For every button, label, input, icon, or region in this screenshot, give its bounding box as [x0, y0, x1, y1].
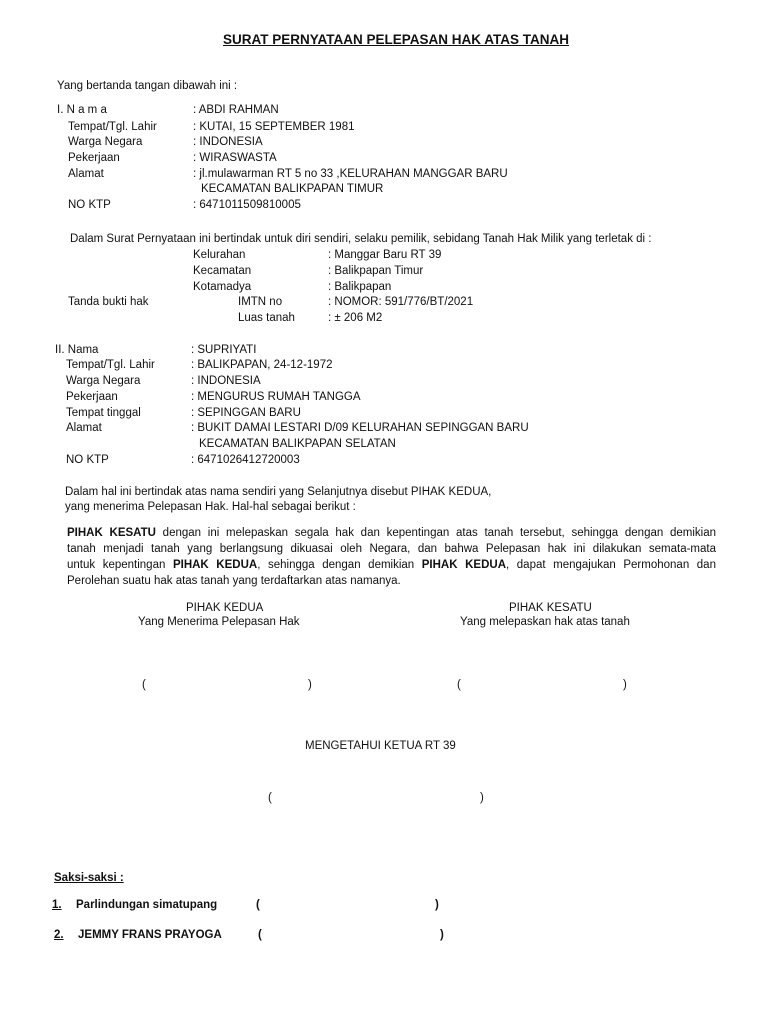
party-one-value: : 6471011509810005 [193, 199, 301, 211]
party-two-label: NO KTP [66, 454, 109, 466]
party-two-label: Pekerjaan [66, 391, 118, 403]
party-one-name-label: I. N a m a [57, 104, 107, 116]
witness-bracket-close: ) [440, 929, 444, 941]
kedua-statement-line2: yang menerima Pelepasan Hak. Hal-hal sebagai berikut : [65, 501, 356, 513]
party-two-name-label: II. Nama [55, 344, 99, 356]
land-label: Luas tanah [238, 312, 295, 324]
party-two-label: Tempat/Tgl. Lahir [66, 359, 155, 371]
paragraph-line: PIHAK KESATU dengan ini melepaskan segala hak dan kepentingan atas tanah tersebut, sehingga dengan demikian [67, 527, 717, 539]
intro-text: Yang bertanda tangan dibawah ini : [57, 80, 238, 92]
party-one-label: NO KTP [68, 199, 111, 211]
paragraph-line: tanah menjadi tanah yang berlangsung dikuasai oleh Negara, dan bahwa Pelepasan hak ini dilakukan semata-mata [67, 543, 716, 555]
party-two-value: : BUKIT DAMAI LESTARI D/09 KELURAHAN SEPINGGAN BARU [191, 422, 529, 434]
party-one-label: Tempat/Tgl. Lahir [68, 121, 157, 133]
paragraph-line: Perolehan suatu hak atas tanah yang terdaftarkan atas namanya. [67, 575, 401, 587]
signature-bracket-open: ( [268, 792, 272, 804]
land-value: : Balikpapan Timur [328, 265, 424, 277]
party-one-value: : jl.mulawarman RT 5 no 33 ,KELURAHAN MANGGAR BARU [193, 168, 508, 180]
witness-title: Saksi-saksi : [54, 872, 124, 884]
witness-bracket-open: ( [256, 899, 260, 911]
pihak-kedua-title: PIHAK KEDUA [186, 602, 264, 614]
land-label: IMTN no [238, 296, 283, 308]
pihak-kesatu-title: PIHAK KESATU [509, 602, 592, 614]
release-paragraph [67, 525, 716, 589]
witness-number: 2. [54, 929, 64, 941]
party-two-value: : INDONESIA [191, 375, 261, 387]
party-two-label: Alamat [66, 422, 102, 434]
party-two-address-line2: KECAMATAN BALIKPAPAN SELATAN [199, 438, 396, 450]
land-label: Tanda bukti hak [68, 296, 149, 308]
document-title: SURAT PERNYATAAN PELEPASAN HAK ATAS TANAH [223, 32, 570, 47]
witness-number: 1. [52, 899, 62, 911]
party-one-label: Alamat [68, 168, 104, 180]
party-one-value: : WIRASWASTA [193, 152, 277, 164]
party-one-value: : INDONESIA [193, 136, 263, 148]
pihak-kedua-subtitle: Yang Menerima Pelepasan Hak [138, 616, 300, 628]
signature-bracket-open: ( [457, 679, 461, 691]
party-two-label: Warga Negara [66, 375, 141, 387]
land-label: Kelurahan [193, 249, 246, 261]
land-value: : ± 206 M2 [328, 312, 383, 324]
witness-name: JEMMY FRANS PRAYOGA [78, 929, 222, 941]
ketua-rt-title: MENGETAHUI KETUA RT 39 [305, 740, 456, 752]
party-two-value: : BALIKPAPAN, 24-12-1972 [191, 359, 333, 371]
signature-bracket-close: ) [480, 792, 484, 804]
land-value: : Balikpapan [328, 281, 392, 293]
party-one-label: Pekerjaan [68, 152, 120, 164]
paragraph-line: untuk kepentingan PIHAK KEDUA, sehingga dengan demikian PIHAK KEDUA, dapat mengajukan Permohonan dan [67, 559, 716, 571]
witness-bracket-open: ( [258, 929, 262, 941]
party-two-value: : SEPINGGAN BARU [191, 407, 301, 419]
pihak-kesatu-subtitle: Yang melepaskan hak atas tanah [460, 616, 630, 628]
party-two-name-value: : SUPRIYATI [191, 344, 257, 356]
kedua-statement-line1: Dalam hal ini bertindak atas nama sendiri yang Selanjutnya disebut PIHAK KEDUA, [65, 486, 492, 498]
party-one-address-line2: KECAMATAN BALIKPAPAN TIMUR [201, 183, 384, 195]
witness-name: Parlindungan simatupang [76, 899, 218, 911]
signature-bracket-close: ) [623, 679, 627, 691]
party-one-name-value: : ABDI RAHMAN [193, 104, 279, 116]
party-two-value: : 6471026412720003 [191, 454, 300, 466]
land-value: : Manggar Baru RT 39 [328, 249, 442, 261]
party-one-value: : KUTAI, 15 SEPTEMBER 1981 [193, 121, 355, 133]
signature-bracket-close: ) [308, 679, 312, 691]
land-label: Kotamadya [193, 281, 252, 293]
party-two-label: Tempat tinggal [66, 407, 141, 419]
land-label: Kecamatan [193, 265, 252, 277]
party-one-label: Warga Negara [68, 136, 143, 148]
signature-bracket-open: ( [142, 679, 146, 691]
witness-bracket-close: ) [435, 899, 439, 911]
statement-text: Dalam Surat Pernyataan ini bertindak untuk diri sendiri, selaku pemilik, sebidang Tanah Hak Milik yang terletak di : [70, 233, 652, 245]
land-value: : NOMOR: 591/776/BT/2021 [328, 296, 474, 308]
party-two-value: : MENGURUS RUMAH TANGGA [191, 391, 361, 403]
